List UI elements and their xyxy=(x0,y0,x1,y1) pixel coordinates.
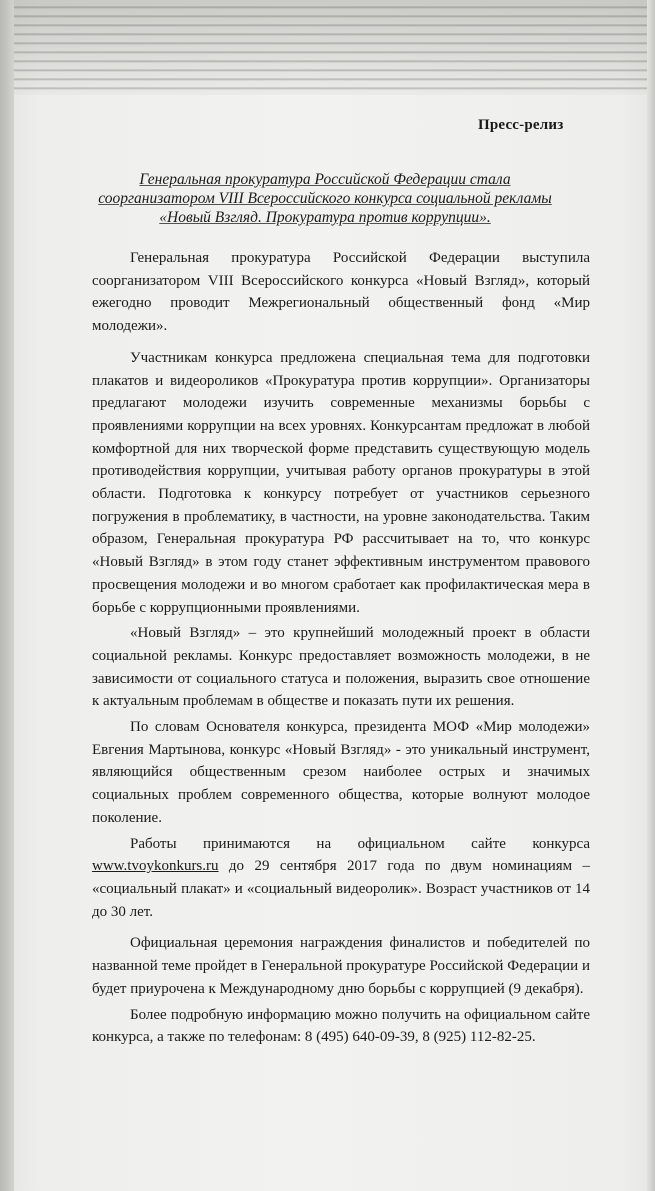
page-title: Пресс-релиз xyxy=(478,117,564,133)
paragraph-intro: Генеральная прокуратура Российской Федерации выступила соорганизатором VIII Всероссийского конкурса «Новый Взгляд», который ежегодно проводит Межрегиональный общественный фонд «Мир молодежи». xyxy=(92,250,590,335)
page-right-edge xyxy=(647,0,655,1191)
page-left-edge xyxy=(0,0,14,1191)
paragraph-ceremony: Официальная церемония награждения финалистов и победителей по названной теме пройдет в Генеральной прокуратуре Российской Федерации и будет приурочена к Международному дню борьбы с коррупцией (9 декабря). xyxy=(92,935,590,997)
paragraph-submissions xyxy=(92,833,590,924)
paragraph-theme: Участникам конкурса предложена специальная тема для подготовки плакатов и видеороликов «Прокуратура против коррупции». Организаторы предлагают молодежи изучить современные механизмы борьбы с проявлениями коррупции на всех уровнях. Конкурсантам предложат в любой комфортной для них творческой форме представить существующую модель противодействия коррупции, учитывая работу органов прокуратуры в этой области. Подготовка к конкурсу потребует от участников серьезного погружения в проблематику, в частности, на уровне законодательства. Таким образом, Генеральная прокуратура РФ рассчитывает на то, что конкурс «Новый Взгляд» в этом году станет эффективным инструментом правового просвещения молодежи и во многом сработает как профилактическая мера в борьбе с коррупционными проявлениями. xyxy=(92,349,590,616)
submissions-text-start: Работы принимаются на официальном сайте конкурса xyxy=(130,835,590,852)
paragraph-contacts: Более подробную информацию можно получить на официальном сайте конкурса, а также по телефонам: 8 (495) 640-09-39, 8 (925) 112-82-25. xyxy=(92,1006,590,1046)
paragraph-founder-quote: По словам Основателя конкурса, президента МОФ «Мир молодежи» Евгения Мартынова, конкурс «Новый Взгляд» - это уникальный инструмент, являющийся общественным срезом наиболее острых и значимых социальных проблем современного общества, которые волнуют молодое поколение. xyxy=(92,719,590,826)
submissions-text-end: до 29 сентября 2017 года по двум номинациям – «социальный плакат» и «социальный видеоролик». Возраст участников от 14 до 30 лет. xyxy=(92,858,591,920)
press-release-headline: Генеральная прокуратура Российской Федерации стала соорганизатором VIII Всероссийского конкурса социальной рекламы «Новый Взгляд. Прокуратура против коррупции». xyxy=(98,171,552,226)
paragraph-project: «Новый Взгляд» – это крупнейший молодежный проект в области социальной рекламы. Конкурс предоставляет возможность молодежи, в не зависимости от социального статуса и положения, выразить свое отношение к актуальным проблемам в обществе и показать пути их решения. xyxy=(92,625,590,710)
contest-website-link[interactable]: www.tvoykonkurs.ru xyxy=(92,858,219,875)
press-release-body xyxy=(92,247,590,1058)
scan-noise-header xyxy=(0,0,655,95)
